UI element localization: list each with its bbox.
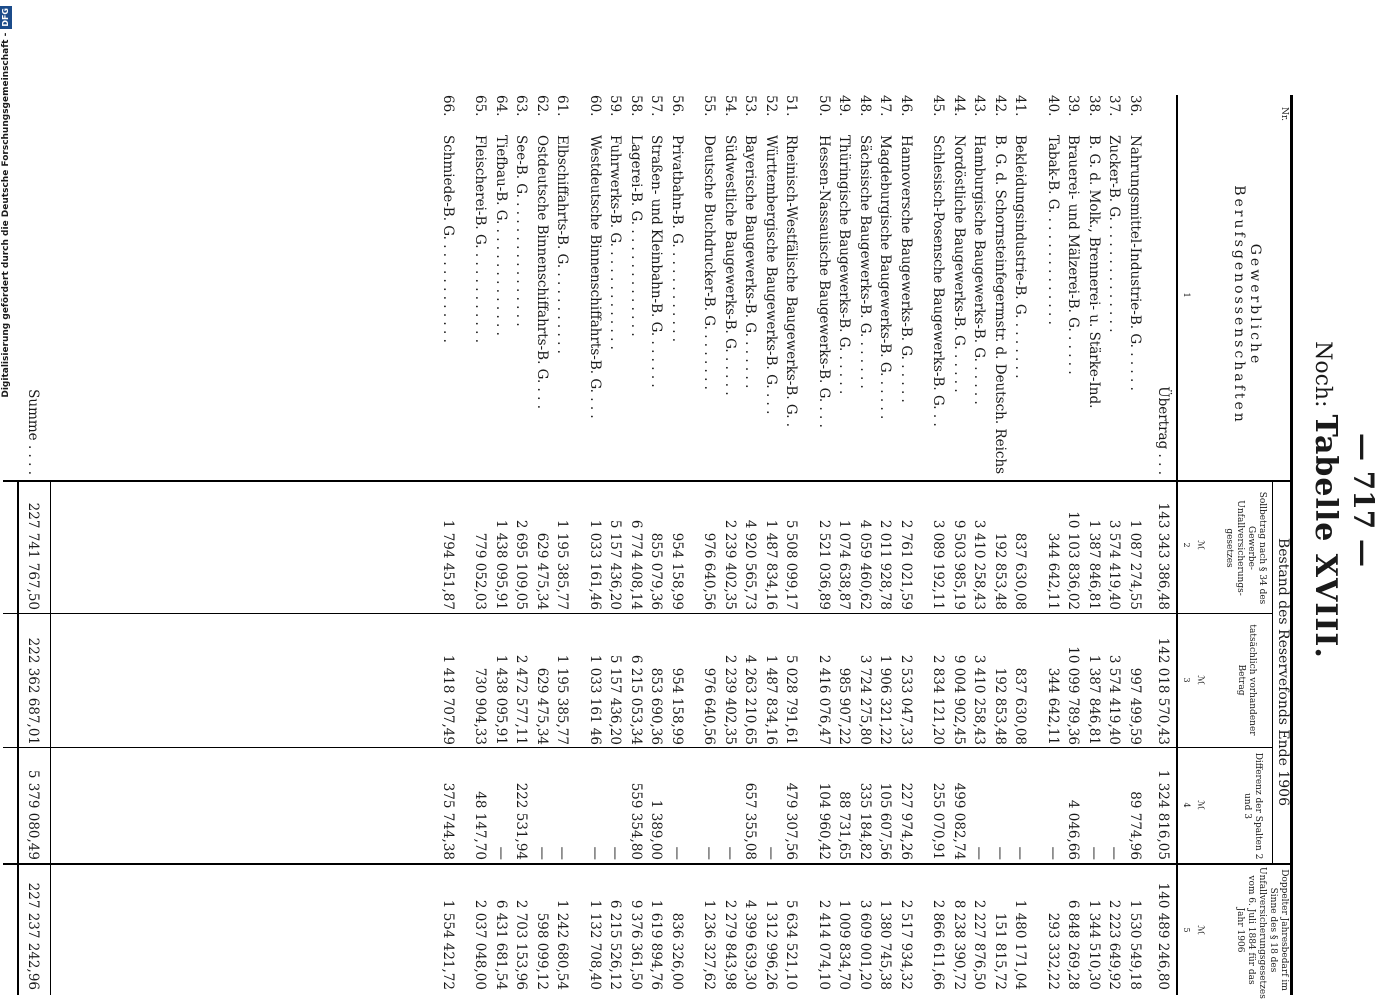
total-row — [23, 95, 43, 995]
header-col4: Differenz der Spalten 2 und 3 — [1242, 752, 1263, 860]
row-name: Straßen- und Kleinbahn-B. G. . . . . . . — [648, 135, 665, 388]
row-sollbetrag: 1 794 451,87 — [440, 519, 456, 610]
total-c4: 5 379 080,49 — [25, 769, 41, 860]
row-jahresbedarf: 1 380 745,38 — [877, 899, 894, 990]
row-sollbetrag: 1 087 274,55 — [1127, 519, 1143, 610]
table-row — [720, 95, 740, 995]
total-c2: 227 741 767,50 — [25, 502, 41, 610]
colnum-5: 5 — [1182, 927, 1191, 933]
unit-col4: ℳ — [1195, 800, 1205, 810]
row-vorhanden: 853 690,36 — [648, 667, 665, 745]
row-jahresbedarf: 836 326,00 — [669, 912, 685, 990]
row-vorhanden: 2 472 577,11 — [513, 654, 530, 745]
header-col3: tatsächlich vorhandener Betrag — [1236, 624, 1257, 736]
row-name: Sächsische Baugewerks-B. G. . . . . . . — [857, 135, 873, 389]
row-jahresbedarf: 2 279 843,98 — [722, 899, 738, 990]
row-vorhanden: 2 239 402,35 — [722, 654, 738, 745]
row-number: 55. — [701, 95, 718, 117]
row-sollbetrag: 837 630,08 — [1012, 532, 1029, 610]
table-row — [1084, 95, 1104, 995]
row-differenz: 1 389,00 — [648, 799, 665, 860]
table-row — [741, 95, 761, 995]
row-differenz: — — [534, 846, 550, 860]
row-differenz: — — [1045, 846, 1061, 860]
carry-label: Übertrag . . . — [1155, 386, 1171, 475]
row-number: 47. — [877, 95, 894, 117]
row-name: Schmiede-B. G. . . . . . . . . . . . . — [440, 135, 456, 343]
row-differenz: — — [971, 846, 988, 860]
row-vorhanden: 730 904,33 — [472, 667, 489, 745]
table-row — [1105, 95, 1125, 995]
table-row — [855, 95, 875, 995]
row-sollbetrag: 2 239 402,35 — [722, 519, 738, 610]
row-sollbetrag: 9 503 985,19 — [951, 519, 967, 610]
row-number: 39. — [1065, 95, 1082, 117]
row-number: 52. — [763, 95, 779, 117]
row-jahresbedarf: 6 215 526,12 — [607, 899, 624, 990]
row-number: 64. — [493, 95, 509, 117]
row-name: Deutsche Buchdrucker-B. G. . . . . . . . — [701, 135, 718, 390]
row-name: Zucker-B. G. . . . . . . . . . . . . . — [1106, 135, 1123, 333]
dfg-logo: DFG — [1, 8, 10, 27]
row-sollbetrag: 4 920 565,73 — [742, 519, 759, 610]
colnum-4: 4 — [1182, 802, 1191, 808]
row-differenz: — — [1106, 846, 1123, 860]
row-number: 56. — [669, 95, 685, 117]
row-differenz: 559 354,80 — [628, 782, 644, 860]
row-vorhanden: 985 907,22 — [836, 667, 853, 745]
row-number: 49. — [836, 95, 853, 117]
row-name: Hannoversche Baugewerks-B. G. . . . . . — [898, 135, 914, 403]
row-number: 65. — [472, 95, 489, 117]
table-row — [782, 95, 802, 995]
table-row — [1011, 95, 1031, 995]
header-col2: Sollbetrag nach § 34 des Gewerbe-Unfallversicherungs-gesetzes — [1224, 491, 1267, 605]
row-sollbetrag: 5 157 436,20 — [607, 519, 624, 610]
row-jahresbedarf: 6 431 681,54 — [493, 899, 509, 990]
header-nr: Nr. — [1279, 106, 1289, 122]
row-vorhanden: 997 499,59 — [1127, 667, 1143, 745]
row-name: Hamburgische Baugewerks-B. G. . . . . . — [971, 135, 988, 405]
row-differenz: 657 355,08 — [742, 782, 759, 860]
row-jahresbedarf: 2 037 048,00 — [472, 899, 489, 990]
row-name: Bayerische Baugewerks-B. G. . . . . . . — [742, 135, 759, 389]
row-jahresbedarf: 1 242 680,54 — [554, 899, 571, 990]
row-jahresbedarf: 151 815,72 — [992, 912, 1008, 990]
table-row — [700, 95, 720, 995]
row-jahresbedarf: 8 238 390,72 — [951, 899, 967, 990]
table-row — [606, 95, 626, 995]
row-sollbetrag: 855 079,36 — [648, 532, 665, 610]
row-jahresbedarf: 1 530 549,18 — [1127, 899, 1143, 990]
table-title — [1304, 0, 1343, 1000]
row-differenz: 499 082,74 — [951, 782, 967, 860]
row-jahresbedarf: 2 223 649,92 — [1106, 899, 1123, 990]
table-row — [491, 95, 511, 995]
row-name: Privatbahn-B. G. . . . . . . . . . . . — [669, 135, 685, 343]
row-number: 42. — [992, 95, 1008, 117]
row-jahresbedarf: 1 619 894,76 — [648, 899, 665, 990]
carry-c3: 142 018 570,43 — [1155, 637, 1171, 745]
table-row — [585, 95, 605, 995]
row-differenz: 88 731,65 — [836, 791, 853, 860]
row-differenz: — — [493, 846, 509, 860]
row-jahresbedarf: 1 312 996,26 — [763, 899, 779, 990]
row-jahresbedarf: 293 332,22 — [1045, 912, 1061, 990]
row-differenz: — — [722, 846, 738, 860]
unit-col2: ℳ — [1195, 540, 1205, 550]
row-name: Bekleidungsindustrie-B. G. . . . . . . . — [1012, 135, 1029, 379]
table-row — [438, 95, 458, 995]
row-name: Nahrungsmittel-Industrie-B. G. . . . . . — [1127, 135, 1143, 391]
row-vorhanden: 5 157 436,20 — [607, 654, 624, 745]
row-number: 61. — [554, 95, 571, 117]
row-vorhanden: 1 438 095,91 — [493, 654, 509, 745]
row-number: 57. — [648, 95, 665, 117]
row-differenz: 222 531,94 — [513, 782, 530, 860]
row-sollbetrag: 344 642,11 — [1045, 532, 1061, 610]
row-sollbetrag: 10 103 836,02 — [1065, 511, 1082, 610]
title-prefix: Noch: — [1310, 341, 1335, 408]
table-row — [1043, 95, 1063, 995]
table-row — [532, 95, 552, 995]
row-vorhanden: 2 834 121,20 — [930, 654, 947, 745]
row-sollbetrag: 1 074 638,87 — [836, 519, 853, 610]
row-vorhanden: 954 158,99 — [669, 667, 685, 745]
row-sollbetrag: 3 574 419,40 — [1106, 519, 1123, 610]
row-name: Magdeburgische Baugewerks-B. G. . . . . . — [877, 135, 894, 420]
row-number: 46. — [898, 95, 914, 117]
row-jahresbedarf: 1 132 708,40 — [587, 899, 603, 990]
carry-c4: 1 324 816,05 — [1155, 769, 1171, 860]
colnum-3: 3 — [1182, 677, 1191, 683]
row-sollbetrag: 1 033 161,46 — [587, 519, 603, 610]
row-jahresbedarf: 4 399 639,30 — [742, 899, 759, 990]
row-vorhanden: 192 853,48 — [992, 667, 1008, 745]
row-number: 40. — [1045, 95, 1061, 117]
row-number: 36. — [1127, 95, 1143, 117]
header-rule — [1176, 95, 1178, 995]
table-row — [471, 95, 491, 995]
row-sollbetrag: 2 761 021,59 — [898, 519, 914, 610]
row-vorhanden: 1 906 321,22 — [877, 654, 894, 745]
total-label: Summe . . . . — [25, 389, 41, 475]
row-number: 37. — [1106, 95, 1123, 117]
row-vorhanden: 4 263 210,65 — [742, 654, 759, 745]
row-sollbetrag: 6 774 408,14 — [628, 519, 644, 610]
row-differenz: — — [554, 846, 571, 860]
table-row — [667, 95, 687, 995]
row-jahresbedarf: 1 344 510,30 — [1086, 899, 1102, 990]
row-vorhanden: 2 533 047,33 — [898, 654, 914, 745]
row-vorhanden: 976 640,56 — [701, 667, 718, 745]
table-row — [1125, 95, 1145, 995]
row-sollbetrag: 3 089 192,11 — [930, 519, 947, 610]
row-sollbetrag: 2 011 928,78 — [877, 519, 894, 610]
row-vorhanden: 1 033 161 46 — [587, 654, 603, 745]
row-differenz: 335 184,82 — [857, 782, 873, 860]
table-row — [970, 95, 990, 995]
row-number: 45. — [930, 95, 947, 117]
row-jahresbedarf: 2 517 934,32 — [898, 899, 914, 990]
table-row — [512, 95, 532, 995]
row-differenz: — — [587, 846, 603, 860]
row-sollbetrag: 4 059 460,62 — [857, 519, 873, 610]
total-c5: 227 237 242,96 — [25, 882, 41, 990]
row-differenz: 104 960,42 — [816, 782, 832, 860]
row-name: Ostdeutsche Binnenschiffahrts-B. G. . . . — [534, 135, 550, 409]
row-jahresbedarf: 1 009 834,70 — [836, 899, 853, 990]
row-number: 66. — [440, 95, 456, 117]
row-name: Fleischerei-B. G. . . . . . . . . . . . — [472, 135, 489, 343]
row-number: 54. — [722, 95, 738, 117]
row-number: 63. — [513, 95, 530, 117]
row-number: 58. — [628, 95, 644, 117]
row-differenz: 375 744,38 — [440, 782, 456, 860]
row-sollbetrag: 779 052,03 — [472, 532, 489, 610]
row-number: 38. — [1086, 95, 1102, 117]
row-vorhanden: 5 028 791,61 — [783, 654, 800, 745]
row-jahresbedarf: 2 414 074,10 — [816, 899, 832, 990]
row-jahresbedarf: 5 634 521,10 — [783, 899, 800, 990]
row-number: 59. — [607, 95, 624, 117]
row-jahresbedarf: 2 866 611,66 — [930, 899, 947, 990]
table-row — [647, 95, 667, 995]
credit-text: Digitalisierung gefördert durch die Deutsche Forschungsgemeinschaft - — [1, 32, 11, 398]
row-differenz: — — [669, 846, 685, 860]
page-number: — 717 — — [1347, 433, 1380, 567]
table-row — [896, 95, 916, 995]
row-name: B. G. d. Molk., Brennerei- u. Stärke-Ind. — [1086, 135, 1102, 409]
table-row — [1064, 95, 1084, 995]
row-sollbetrag: 976 640,56 — [701, 532, 718, 610]
row-differenz: 105 607,56 — [877, 782, 894, 860]
table-row — [876, 95, 896, 995]
row-vorhanden: 6 215 053,34 — [628, 654, 644, 745]
row-sollbetrag: 1 387 846,81 — [1086, 519, 1102, 610]
row-sollbetrag: 1 487 834,16 — [763, 519, 779, 610]
row-jahresbedarf: 6 848 269,28 — [1065, 899, 1082, 990]
row-name: Rheinisch-Westfälische Baugewerks-B. G. . — [783, 135, 800, 428]
row-differenz: 48 147,70 — [472, 791, 489, 860]
data-table — [3, 95, 1293, 999]
row-jahresbedarf: 3 609 001,20 — [857, 899, 873, 990]
row-sollbetrag: 2 521 036,89 — [816, 519, 832, 610]
row-jahresbedarf: 9 376 361,50 — [628, 899, 644, 990]
row-differenz: 479 307,56 — [783, 782, 800, 860]
row-jahresbedarf: 1 480 171,04 — [1012, 899, 1029, 990]
row-sollbetrag: 954 158,99 — [669, 532, 685, 610]
row-jahresbedarf: 2 227 876,50 — [971, 899, 988, 990]
row-number: 51. — [783, 95, 800, 117]
row-number: 50. — [816, 95, 832, 117]
table-row — [626, 95, 646, 995]
row-jahresbedarf: 1 554 421,72 — [440, 899, 456, 990]
carry-c2: 143 343 386,48 — [1155, 502, 1171, 610]
row-differenz: — — [1086, 846, 1102, 860]
row-sollbetrag: 3 410 258,43 — [971, 519, 988, 610]
table-row — [835, 95, 855, 995]
row-vorhanden: 3 724 275,80 — [857, 654, 873, 745]
row-sollbetrag: 629 475,34 — [534, 532, 550, 610]
row-differenz: 4 046,66 — [1065, 799, 1082, 860]
row-differenz: — — [763, 846, 779, 860]
row-differenz: 227 974,26 — [898, 782, 914, 860]
row-jahresbedarf: 2 703 153,96 — [513, 899, 530, 990]
row-name: Westdeutsche Binnenschiffahrts-B. G. . . . — [587, 135, 603, 419]
group-rule — [1272, 480, 1273, 863]
total-c3: 222 362 687,01 — [25, 637, 41, 745]
row-vorhanden: 837 630,08 — [1012, 667, 1029, 745]
row-number: 62. — [534, 95, 550, 117]
row-differenz: — — [1012, 846, 1029, 860]
row-sollbetrag: 1 195 385,77 — [554, 519, 571, 610]
table-row — [949, 95, 969, 995]
row-vorhanden: 10 099 789,36 — [1065, 646, 1082, 745]
row-number: 41. — [1012, 95, 1029, 117]
table-row — [990, 95, 1010, 995]
row-differenz: — — [992, 846, 1008, 860]
row-differenz: — — [701, 846, 718, 860]
colnum-2: 2 — [1182, 542, 1191, 548]
colnum-1: 1 — [1182, 292, 1191, 298]
sum-rule — [50, 480, 51, 995]
row-name: Elbschiffahrts-B. G. . . . . . . . . . . — [554, 135, 571, 354]
row-differenz: 255 070,91 — [930, 782, 947, 860]
row-name: B. G. d. Schornsteinfegermstr. d. Deutsch. Reichs — [992, 135, 1008, 475]
row-sollbetrag: 2 695 109,05 — [513, 519, 530, 610]
header-col1: Gewerbliche Berufsgenossenschaften — [1231, 185, 1263, 425]
row-name: Württembergische Baugewerks-B. G. . . . — [763, 135, 779, 415]
row-name: Tabak-B. G. . . . . . . . . . . . . . — [1045, 135, 1061, 325]
row-name: Thüringische Baugewerks-B. G. . . . . . — [836, 135, 853, 395]
row-vorhanden: 344 642,11 — [1045, 667, 1061, 745]
row-name: Südwestliche Baugewerks-B. G. . . . . . — [722, 135, 738, 396]
bottom-rule — [17, 480, 19, 995]
table-row — [929, 95, 949, 995]
row-vorhanden: 629 475,34 — [534, 667, 550, 745]
row-jahresbedarf: 1 236 327,62 — [701, 899, 718, 990]
row-name: Nordöstliche Baugewerks-B. G. . . . . . — [951, 135, 967, 393]
row-number: 53. — [742, 95, 759, 117]
carry-row — [1153, 95, 1173, 995]
row-sollbetrag: 1 438 095,91 — [493, 519, 509, 610]
unit-col5: ℳ — [1195, 925, 1205, 935]
row-name: Hessen-Nassauische Baugewerks-B. G. . . . — [816, 135, 832, 428]
header-col5: Doppelter Jahresbedarf im Sinne des § 18 des Unfallversicherungsgesetzes vom 6. Juli 1884 für das Jahr 1906 — [1235, 867, 1289, 999]
row-jahresbedarf: 598 099,12 — [534, 912, 550, 990]
row-name: See-B. G. . . . . . . . . . . . . . . . — [513, 135, 530, 327]
row-differenz: 89 774,96 — [1127, 791, 1143, 860]
row-sollbetrag: 5 508 099,17 — [783, 519, 800, 610]
row-name: Lagerei-B. G. . . . . . . . . . . . . . — [628, 135, 644, 337]
row-name: Brauerei- und Mälzerei-B. G. . . . . . — [1065, 135, 1082, 375]
row-vorhanden: 1 195 385,77 — [554, 654, 571, 745]
table-row — [814, 95, 834, 995]
row-number: 48. — [857, 95, 873, 117]
row-vorhanden: 1 418 707,49 — [440, 654, 456, 745]
row-vorhanden: 2 416 076,47 — [816, 654, 832, 745]
row-sollbetrag: 192 853,48 — [992, 532, 1008, 610]
table-row — [553, 95, 573, 995]
title-name: Tabelle XVIII. — [1308, 414, 1343, 659]
row-differenz: — — [607, 846, 624, 860]
table-row — [761, 95, 781, 995]
row-vorhanden: 3 574 419,40 — [1106, 654, 1123, 745]
row-name: Fuhrwerks-B. G. . . . . . . . . . . . . — [607, 135, 624, 350]
row-vorhanden: 3 410 258,43 — [971, 654, 988, 745]
row-number: 43. — [971, 95, 988, 117]
row-name: Tiefbau-B. G. . . . . . . . . . . . . . — [493, 135, 509, 336]
row-number: 44. — [951, 95, 967, 117]
row-name: Schlesisch-Posensche Baugewerks-B. G. . . — [930, 135, 947, 427]
header-group: Bestand des Reservefonds Ende 1906 — [1275, 537, 1291, 806]
row-vorhanden: 1 487 834,16 — [763, 654, 779, 745]
unit-col3: ℳ — [1195, 675, 1205, 685]
row-number: 60. — [587, 95, 603, 117]
row-vorhanden: 9 004 902,45 — [951, 654, 967, 745]
row-vorhanden: 1 387 846,81 — [1086, 654, 1102, 745]
carry-c5: 140 489 246,80 — [1155, 882, 1171, 990]
